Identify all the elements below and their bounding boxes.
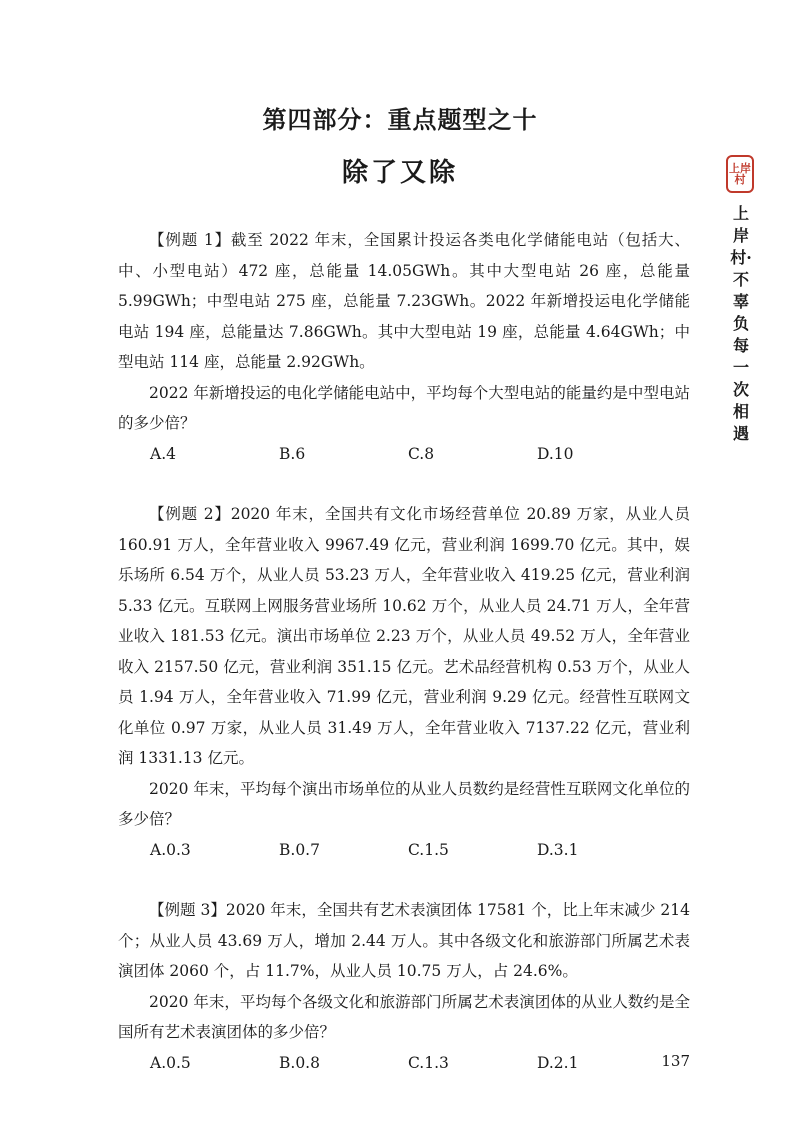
option-a: A.4 bbox=[150, 444, 176, 463]
side-slogan: 上岸村·不辜负每一次相遇 bbox=[730, 204, 752, 443]
example-3 bbox=[118, 895, 690, 1078]
example-2 bbox=[118, 499, 690, 865]
option-d: D.3.1 bbox=[537, 840, 579, 859]
page-title: 第四部分：重点题型之十 bbox=[262, 105, 538, 134]
example-question: 2020 年末，平均每个演出市场单位的从业人员数约是经营性互联网文化单位的多少倍？ bbox=[118, 779, 690, 828]
main-content bbox=[118, 225, 690, 1078]
option-a: A.0.3 bbox=[150, 840, 191, 859]
example-material: 【例题 2】2020 年末，全国共有文化市场经营单位 20.89 万家，从业人员 160.91 万人，全年营业收入 9967.49 亿元，营业利润 1699.70 亿元。其中，娱乐场所 6.54 万个，从业人员 53.23 万人，全年营业收入 419.25 亿元，营业利润 5.33 亿元。互联网上网服务营业场所 10.62 万个，从业人员 24.71 万人，全年营业收入 181.53 亿元。演出市场单位 2.23 万个，从业人员 49.52 万人，全年营业收入 2157.50 亿元，营业利润 351.15 亿元。艺术品经营机构 0.53 万个，从业人员 1.94 万人，全年营业收入 71.99 亿元，营业利润 9.29 亿元。经营性互联网文化单位 0.97 万家，从业人员 31.49 万人，全年营业收入 7137.22 亿元，营业利润 1331.13 亿元。 bbox=[118, 505, 690, 767]
page-subtitle: 除了又除 bbox=[341, 158, 458, 188]
answer-options bbox=[118, 1048, 690, 1079]
option-b: B.6 bbox=[279, 444, 306, 463]
option-d: D.10 bbox=[537, 444, 574, 463]
option-b: B.0.8 bbox=[279, 1053, 320, 1072]
option-c: C.1.3 bbox=[408, 1053, 449, 1072]
option-a: A.0.5 bbox=[150, 1053, 191, 1072]
answer-options bbox=[118, 439, 690, 470]
option-c: C.1.5 bbox=[408, 840, 449, 859]
example-material: 【例题 3】2020 年末，全国共有艺术表演团体 17581 个，比上年末减少 214 个；从业人员 43.69 万人，增加 2.44 万人。其中各级文化和旅游部门所属艺术表演团体 2060 个，占 11.7%，从业人员 10.75 万人，占 24.6%。 bbox=[118, 901, 690, 980]
option-d: D.2.1 bbox=[537, 1053, 579, 1072]
example-question: 2022 年新增投运的电化学储能电站中，平均每个大型电站的能量约是中型电站的多少倍？ bbox=[118, 383, 690, 432]
option-b: B.0.7 bbox=[279, 840, 320, 859]
example-question: 2020 年末，平均每个各级文化和旅游部门所属艺术表演团体的从业人数约是全国所有艺术表演团体的多少倍？ bbox=[118, 992, 690, 1041]
example-material: 【例题 1】截至 2022 年末，全国累计投运各类电化学储能电站（包括大、中、小型电站）472 座，总能量 14.05GWh。其中大型电站 26 座，总能量 5.99GWh；中型电站 275 座，总能量 7.23GWh。2022 年新增投运电化学储能电站 194 座，总能量达 7.86GWh。其中大型电站 19 座，总能量 4.64GWh；中型电站 114 座，总能量 2.92GWh。 bbox=[118, 231, 690, 371]
option-c: C.8 bbox=[408, 444, 435, 463]
page-number: 137 bbox=[661, 1052, 690, 1070]
brand-stamp-logo: 上岸 村 bbox=[726, 155, 754, 193]
example-1 bbox=[118, 225, 690, 469]
answer-options bbox=[118, 835, 690, 866]
